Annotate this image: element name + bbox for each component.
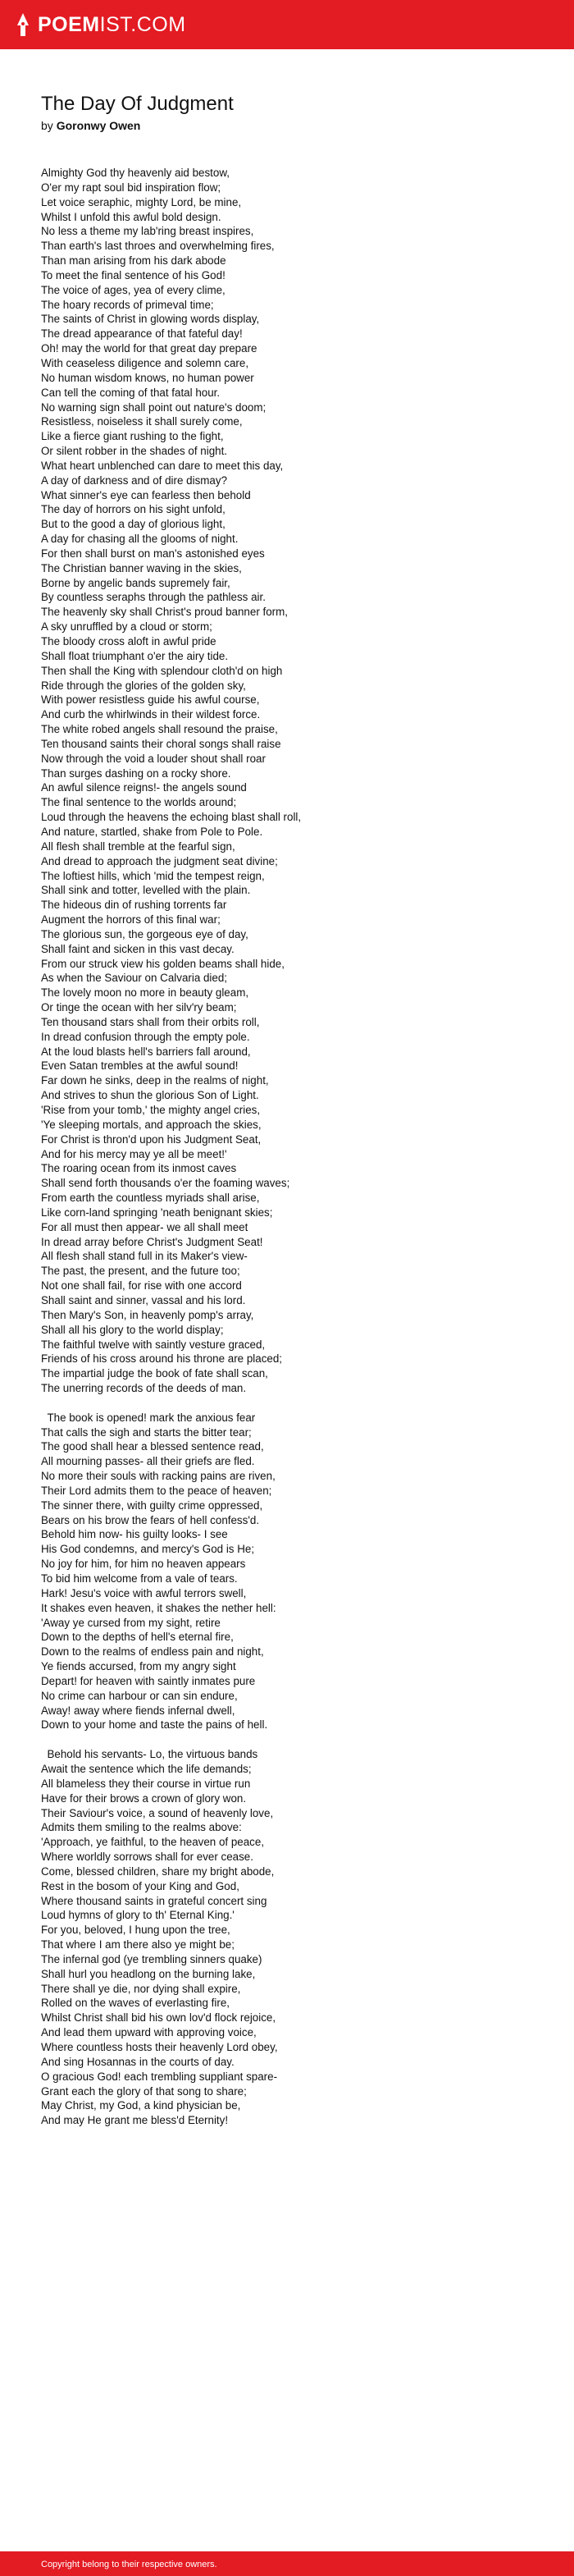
by-label: by <box>41 119 53 132</box>
poem-line: The book is opened! mark the anxious fear <box>41 1411 256 1424</box>
poem-line: Rest in the bosom of your King and God, <box>41 1879 239 1892</box>
poem-line: And curb the whirlwinds in their wildest force. <box>41 708 261 721</box>
poem-line: The glorious sun, the gorgeous eye of day, <box>41 927 248 940</box>
poem-line: There shall ye die, nor dying shall expire, <box>41 1982 241 1995</box>
poem-line: To bid him welcome from a vale of tears. <box>41 1572 238 1585</box>
poem-line: No more their souls with racking pains are riven, <box>41 1470 276 1483</box>
poem-line: Shall sink and totter, levelled with the plain. <box>41 884 251 897</box>
poem-line: Whilst Christ shall bid his own lov'd flock rejoice, <box>41 2011 276 2025</box>
poem-line: O gracious God! each trembling suppliant spare- <box>41 2070 278 2083</box>
poem-line: Await the sentence which the life demands; <box>41 1762 252 1775</box>
poem-line: The loftiest hills, which 'mid the tempest reign, <box>41 869 265 882</box>
poem-line: What sinner's eye can fearless then behold <box>41 488 251 501</box>
poem-line: Than earth's last throes and overwhelming fires, <box>41 240 275 253</box>
poem-line: Where countless hosts their heavenly Lord obey, <box>41 2041 278 2053</box>
poem-line: Down to the realms of endless pain and night, <box>41 1645 264 1659</box>
poem-line: The heavenly sky shall Christ's proud banner form, <box>41 606 289 619</box>
poem-line: For Christ is thron'd upon his Judgment Seat, <box>41 1132 262 1146</box>
poem-line: Shall hurl you headlong on the burning lake, <box>41 1967 256 1980</box>
poem-line: A day of darkness and of dire dismay? <box>41 474 228 487</box>
poem-line: The final sentence to the worlds around; <box>41 796 237 809</box>
poem-line: That where I am there also ye might be; <box>41 1938 235 1951</box>
poem-line: And lead them upward with approving voice, <box>41 2026 257 2039</box>
poem-line: All blameless they their course in virtue run <box>41 1777 251 1790</box>
poem-line: The good shall hear a blessed sentence read, <box>41 1440 264 1453</box>
poem-line: By countless seraphs through the pathless air. <box>41 591 266 604</box>
poem-line: Shall saint and sinner, vassal and his lord. <box>41 1293 246 1306</box>
poem-line: Friends of his cross around his throne are placed; <box>41 1352 283 1366</box>
top-bar <box>0 0 574 49</box>
author-link[interactable]: Goronwy Owen <box>56 119 141 132</box>
pen-nib-icon <box>16 13 30 36</box>
poem-line: Away! away where fiends infernal dwell, <box>41 1704 235 1717</box>
poem-line: For you, beloved, I hung upon the tree, <box>41 1924 230 1937</box>
poem-line: Let voice seraphic, mighty Lord, be mine, <box>41 195 242 208</box>
poem-line: No less a theme my lab'ring breast inspires, <box>41 225 254 238</box>
poem-line: Hark! Jesu's voice with awful terrors swell, <box>41 1586 247 1599</box>
poem-line: But to the good a day of glorious light, <box>41 518 226 531</box>
poem-line: Not one shall fail, for rise with one accord <box>41 1279 242 1293</box>
poem-line: It shakes even heaven, it shakes the nether hell: <box>41 1601 276 1614</box>
poem-line: Ride through the glories of the golden sky, <box>41 679 246 692</box>
poem-line: No human wisdom knows, no human power <box>41 371 254 384</box>
poem-line: Than surges dashing on a rocky shore. <box>41 766 231 780</box>
poem-line: Down to your home and taste the pains of hell. <box>41 1718 268 1732</box>
poem-line: Like a fierce giant rushing to the fight, <box>41 430 224 443</box>
poem-line: Then shall the King with splendour cloth'd on high <box>41 664 283 677</box>
poem-line: Shall faint and sicken in this vast decay. <box>41 942 235 955</box>
poem-line: Like corn-land springing 'neath benignant skies; <box>41 1206 273 1219</box>
poem-line: Their Lord admits them to the peace of heaven; <box>41 1484 272 1497</box>
poem-line: That calls the sigh and starts the bitter tear; <box>41 1425 252 1439</box>
poem-line: Admits them smiling to the realms above: <box>41 1821 242 1834</box>
poem-line: The voice of ages, yea of every clime, <box>41 283 226 296</box>
poem-line: The impartial judge the book of fate shall scan, <box>41 1367 268 1380</box>
poem-line: Have for their brows a crown of glory won. <box>41 1791 247 1805</box>
brand-name <box>38 11 186 38</box>
poem-line: The unerring records of the deeds of man. <box>41 1382 247 1395</box>
poem-line: Down to the depths of hell's eternal fire, <box>41 1631 234 1644</box>
poem-line: The dread appearance of that fateful day! <box>41 327 243 341</box>
poem-line: With ceaseless diligence and solemn care, <box>41 356 249 369</box>
poem-line: Can tell the coming of that fatal hour. <box>41 386 221 399</box>
poem-line: No crime can harbour or can sin endure, <box>41 1689 238 1702</box>
poem-line: And dread to approach the judgment seat divine; <box>41 854 278 867</box>
poem-line: Or silent robber in the shades of night. <box>41 445 228 458</box>
poem-line: From our struck view his golden beams shall hide, <box>41 957 285 970</box>
poem-line: At the loud blasts hell's barriers fall around, <box>41 1045 251 1058</box>
poem-line: 'Ye sleeping mortals, and approach the skies, <box>41 1118 262 1131</box>
poem-line: Ten thousand saints their choral songs shall raise <box>41 737 281 750</box>
poem-line: Loud hymns of glory to th' Eternal King.' <box>41 1909 235 1922</box>
poem-line: Where thousand saints in grateful concert sing <box>41 1894 267 1907</box>
poem-line: A sky unruffled by a cloud or storm; <box>41 620 212 634</box>
poem-line: An awful silence reigns!- the angels sound <box>41 781 247 794</box>
poem-line: Augment the horrors of this final war; <box>41 913 221 927</box>
poem-line: In dread array before Christ's Judgment Seat! <box>41 1235 263 1248</box>
poem-line: Resistless, noiseless it shall surely come, <box>41 415 243 428</box>
poem-line: A day for chasing all the glooms of night. <box>41 533 239 546</box>
brand-name-bold: POEM <box>38 13 100 36</box>
poem-line: The faithful twelve with saintly vesture graced, <box>41 1338 266 1351</box>
poem-line: And strives to shun the glorious Son of Light. <box>41 1089 259 1102</box>
poem-line: 'Rise from your tomb,' the mighty angel cries, <box>41 1104 261 1116</box>
poem-line: The bloody cross aloft in awful pride <box>41 635 216 647</box>
poem-line: For then shall burst on man's astonished eyes <box>41 547 265 560</box>
poem-line: Behold his servants- Lo, the virtuous bands <box>41 1748 258 1761</box>
site-logo[interactable] <box>16 11 186 38</box>
poem-line: The infernal god (ye trembling sinners quake) <box>41 1952 262 1965</box>
poem-line: Almighty God thy heavenly aid bestow, <box>41 167 230 179</box>
poem-line: All flesh shall stand full in its Maker's view- <box>41 1250 248 1263</box>
poem-line: Depart! for heaven with saintly inmates pure <box>41 1674 256 1687</box>
poem-line: Ye fiends accursed, from my angry sight <box>41 1660 236 1673</box>
poem-line: The sinner there, with guilty crime oppressed, <box>41 1498 263 1512</box>
poem-line: Shall float triumphant o'er the airy tide. <box>41 649 229 662</box>
footer-bar <box>0 2551 574 2576</box>
poem-line: The hoary records of primeval time; <box>41 298 214 311</box>
poem-line: What heart unblenched can dare to meet this day, <box>41 459 284 472</box>
poem-line: Grant each the glory of that song to share; <box>41 2084 247 2098</box>
poem-title: The Day Of Judgment <box>41 93 234 115</box>
poem-line: Shall all his glory to the world display; <box>41 1323 224 1336</box>
poem-line: The white robed angels shall resound the praise, <box>41 723 278 736</box>
poem-line: Rolled on the waves of everlasting fire, <box>41 1997 230 2010</box>
poem-line: Even Satan trembles at the awful sound! <box>41 1059 239 1073</box>
poem-line: Behold him now- his guilty looks- I see <box>41 1528 228 1541</box>
poem-line: Where worldly sorrows shall for ever cease. <box>41 1851 253 1864</box>
poem-line: The roaring ocean from its inmost caves <box>41 1162 237 1175</box>
poem-line: O'er my rapt soul bid inspiration flow; <box>41 181 221 194</box>
poem-content <box>41 92 549 2128</box>
poem-line: The Christian banner waving in the skies, <box>41 561 242 574</box>
poem-line: His God condemns, and mercy's God is He; <box>41 1543 255 1556</box>
poem-line: Then Mary's Son, in heavenly pomp's array, <box>41 1308 254 1321</box>
poem-line: And nature, startled, shake from Pole to Pole. <box>41 825 263 838</box>
poem-line: Ten thousand stars shall from their orbits roll, <box>41 1015 260 1028</box>
poem-line: Far down he sinks, deep in the realms of night, <box>41 1074 269 1087</box>
poem-line: No warning sign shall point out nature's doom; <box>41 400 266 414</box>
poem-line: May Christ, my God, a kind physician be, <box>41 2099 241 2112</box>
poem-line: For all must then appear- we all shall meet <box>41 1220 248 1233</box>
poem-line: The lovely moon no more in beauty gleam, <box>41 986 249 1000</box>
poem-line: As when the Saviour on Calvaria died; <box>41 972 228 985</box>
poem-line: 'Approach, ye faithful, to the heaven of peace, <box>41 1836 265 1849</box>
poem-line: Than man arising from his dark abode <box>41 254 226 268</box>
poem-line: And sing Hosannas in the courts of day. <box>41 2055 235 2068</box>
copyright-notice: Copyright belong to their respective owners. <box>41 2560 217 2569</box>
poem-line: Loud through the heavens the echoing blast shall roll, <box>41 811 302 824</box>
poem-line: Come, blessed children, share my bright abode, <box>41 1865 275 1878</box>
poem-line: All mourning passes- all their griefs are fled. <box>41 1455 255 1468</box>
poem-line: And for his mercy may ye all be meet!' <box>41 1147 227 1160</box>
poem-line: And may He grant me bless'd Eternity! <box>41 2114 229 2127</box>
poem-line: Their Saviour's voice, a sound of heavenly love, <box>41 1806 274 1819</box>
poem-line: Whilst I unfold this awful bold design. <box>41 210 221 223</box>
poem-line: Oh! may the world for that great day prepare <box>41 342 257 355</box>
poem-line: The saints of Christ in glowing words display, <box>41 313 260 326</box>
poem-body <box>41 166 549 2128</box>
poem-line: The day of horrors on his sight unfold, <box>41 503 226 516</box>
poem-line: In dread confusion through the empty pole. <box>41 1030 250 1043</box>
byline <box>41 118 549 133</box>
poem-line: Now through the void a louder shout shall roar <box>41 752 266 765</box>
poem-line: All flesh shall tremble at the fearful sign, <box>41 840 235 853</box>
poem-line: With power resistless guide his awful course, <box>41 693 260 707</box>
poem-line: 'Away ye cursed from my sight, retire <box>41 1616 221 1629</box>
poem-line: The past, the present, and the future too; <box>41 1265 240 1278</box>
poem-line: No joy for him, for him no heaven appears <box>41 1558 246 1571</box>
poem-line: To meet the final sentence of his God! <box>41 268 226 281</box>
poem-line: Borne by angelic bands supremely fair, <box>41 576 230 589</box>
poem-line: Bears on his brow the fears of hell confess'd. <box>41 1513 260 1526</box>
brand-name-light: IST.COM <box>99 13 186 36</box>
poem-line: Shall send forth thousands o'er the foaming waves; <box>41 1177 290 1190</box>
stanza-break <box>41 1396 549 1411</box>
poem-line: From earth the countless myriads shall arise, <box>41 1192 260 1205</box>
stanza-break <box>41 1732 549 1747</box>
poem-line: Or tinge the ocean with her silv'ry beam; <box>41 1001 237 1014</box>
poem-line: The hideous din of rushing torrents far <box>41 899 227 912</box>
